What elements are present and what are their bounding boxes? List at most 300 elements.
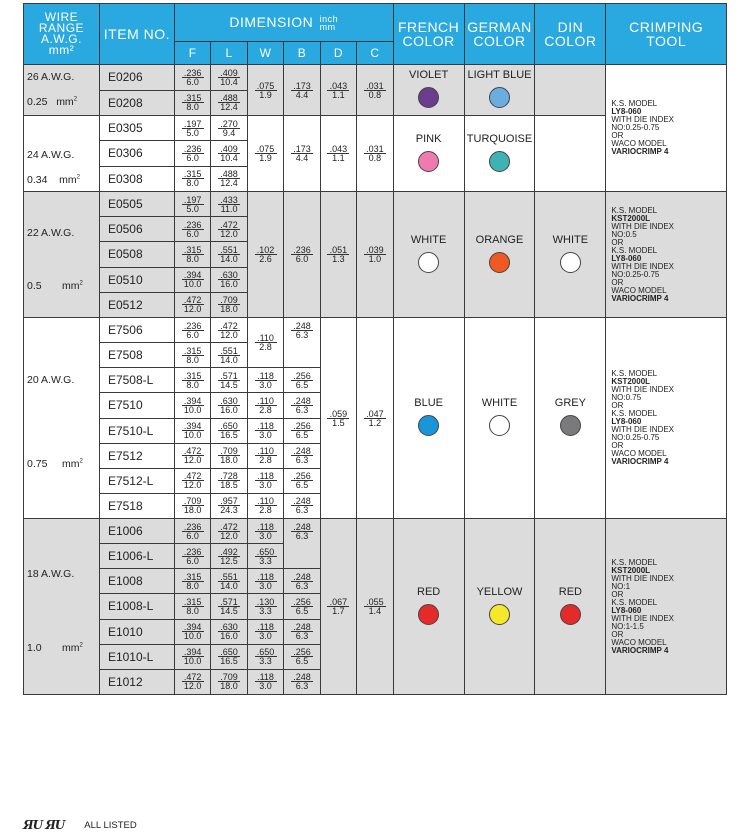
dimension-value — [247, 393, 283, 418]
dim-inch: .055 — [364, 598, 386, 607]
header-french-color: FRENCH COLOR — [393, 4, 464, 65]
dim-inch: .728 — [218, 472, 240, 481]
dim-inch: .236 — [291, 246, 313, 255]
color-cell — [535, 318, 606, 519]
item-number: E7510-L — [99, 418, 174, 443]
color-name: YELLOW — [476, 585, 523, 598]
dimension-value — [247, 368, 283, 393]
tool-text: NO:0.5 — [611, 229, 637, 239]
crimping-tool-cell — [606, 192, 727, 318]
dimension-value — [174, 90, 210, 116]
dim-inch: .248 — [291, 523, 313, 532]
dim-mm: 3.0 — [259, 379, 272, 390]
tool-model-name: LY8-060 — [611, 107, 642, 116]
dim-mm: 8.0 — [186, 102, 199, 113]
item-number: E7506 — [99, 318, 174, 343]
dim-inch: .315 — [182, 94, 204, 103]
dimension-value — [357, 65, 394, 116]
dim-inch: .173 — [291, 82, 313, 91]
dim-mm: 12.4 — [220, 102, 238, 113]
color-swatch — [418, 87, 439, 108]
dim-mm: 2.8 — [259, 455, 272, 466]
dim-mm: 6.0 — [186, 555, 199, 566]
dim-inch: .650 — [218, 422, 240, 431]
dim-inch: .394 — [182, 397, 204, 406]
color-swatch — [560, 604, 581, 625]
header-wire-range: WIRE RANGE A.W.G. mm² — [24, 4, 100, 65]
dim-mm: 8.0 — [186, 253, 199, 264]
dim-mm: 6.5 — [295, 480, 309, 491]
dimension-value — [211, 116, 247, 141]
dim-mm: 8.0 — [186, 178, 199, 189]
awg-value: 18 A.W.G. — [27, 568, 75, 580]
header-crimping-tool: CRIMPING TOOL — [606, 4, 727, 65]
dimension-value — [211, 468, 247, 493]
item-number: E1006-L — [99, 544, 174, 569]
tool-text: WITH DIE INDEX — [611, 573, 675, 583]
mm2-value: 1.0 $mm^2$ — [27, 641, 83, 654]
dim-mm: 6.0 — [186, 152, 199, 163]
color-name: WHITE — [410, 233, 447, 246]
dim-mm: 6.5 — [295, 656, 309, 667]
dim-inch: .236 — [182, 523, 204, 532]
dimension-value — [284, 468, 320, 493]
dimension-value — [211, 619, 247, 644]
dimension-value — [211, 343, 247, 368]
ferrule-spec-table — [23, 3, 727, 695]
dim-inch: .118 — [255, 573, 277, 582]
dimension-value — [284, 619, 320, 644]
dimension-value — [174, 418, 210, 443]
dimension-value — [320, 318, 356, 519]
dim-inch: .067 — [327, 598, 349, 607]
table-row — [24, 192, 727, 217]
dim-mm: 10.4 — [220, 152, 238, 163]
item-number: E0208 — [99, 90, 174, 116]
dim-mm: 4.4 — [295, 89, 309, 100]
color-swatch — [418, 604, 439, 625]
item-number: E7512 — [99, 443, 174, 468]
dim-mm: 18.0 — [220, 681, 238, 692]
tool-model-name: VARIOCRIMP 4 — [611, 645, 669, 655]
header-german-color: GERMAN COLOR — [464, 4, 535, 65]
tool-text: OR — [611, 277, 624, 287]
dim-mm: 6.3 — [295, 505, 309, 516]
dim-mm: 5.0 — [186, 203, 199, 214]
dim-inch: .118 — [255, 372, 277, 381]
dimension-value — [174, 569, 210, 594]
tool-text: WACO MODEL — [611, 637, 667, 647]
dim-inch: .630 — [218, 271, 240, 280]
dimension-value — [320, 192, 356, 318]
dim-inch: .551 — [218, 347, 240, 356]
dim-inch: .315 — [182, 598, 204, 607]
tool-text: K.S. MODEL — [611, 597, 658, 607]
dimension-value — [211, 267, 247, 292]
dimension-value — [174, 217, 210, 242]
item-number: E1006 — [99, 519, 174, 544]
dim-inch: .173 — [291, 145, 313, 154]
dim-inch: .197 — [182, 196, 204, 205]
table-row — [24, 519, 727, 544]
dim-inch: .315 — [182, 372, 204, 381]
dim-inch: .394 — [182, 648, 204, 657]
header-dim-d: D — [320, 42, 356, 65]
dim-mm: 1.2 — [368, 417, 382, 428]
dim-mm: 6.0 — [186, 329, 199, 340]
dimension-value — [174, 242, 210, 267]
mm2-value: 0.5 $mm^2$ — [27, 279, 83, 292]
dimension-value — [174, 65, 210, 91]
dim-mm: 12.0 — [183, 681, 202, 692]
dimension-value — [284, 493, 320, 518]
dimension-value — [247, 192, 283, 318]
dimension-value — [247, 644, 283, 669]
dim-mm: 18.5 — [220, 480, 238, 491]
color-swatch — [489, 151, 510, 172]
dimension-value — [174, 192, 210, 217]
ul-logo-icon: ЯU ЯU — [23, 818, 65, 832]
dimension-value — [211, 65, 247, 91]
dimension-value — [284, 669, 320, 694]
dim-inch: .118 — [255, 673, 277, 682]
color-name: RED — [417, 585, 441, 598]
dimension-value — [247, 116, 283, 192]
tool-text: K.S. MODEL — [611, 205, 658, 215]
tool-text: WACO MODEL — [611, 285, 667, 295]
dim-mm: 1.4 — [368, 606, 382, 616]
dim-inch: .236 — [182, 221, 204, 230]
dimension-value — [174, 669, 210, 694]
dim-mm: 12.4 — [220, 178, 238, 189]
header-dim-l: L — [211, 42, 247, 65]
dimension-value — [320, 65, 356, 116]
dimension-value — [211, 443, 247, 468]
dim-inch: .248 — [291, 623, 313, 632]
color-cell — [535, 192, 606, 318]
dim-inch: .236 — [182, 69, 204, 78]
dim-inch: .472 — [218, 322, 240, 331]
dim-mm: 10.4 — [220, 76, 238, 87]
tool-text: NO:0.75 — [611, 393, 642, 402]
color-swatch — [489, 604, 510, 625]
dim-inch: .075 — [255, 82, 277, 91]
dimension-value — [284, 418, 320, 443]
dimension-value — [247, 468, 283, 493]
dimension-value — [174, 318, 210, 343]
color-name: BLUE — [414, 397, 443, 409]
dim-inch: .630 — [218, 623, 240, 632]
color-cell — [393, 519, 464, 695]
dim-mm: 2.8 — [259, 505, 272, 516]
dim-mm: 1.9 — [259, 89, 272, 100]
color-name: VIOLET — [409, 69, 449, 81]
tool-text: OR — [611, 131, 624, 140]
dimension-value — [211, 141, 247, 166]
color-swatch — [560, 415, 581, 436]
header-dimension: DIMENSION inch mm — [174, 4, 393, 42]
dimension-value — [174, 519, 210, 544]
dim-mm: 12.0 — [220, 329, 238, 340]
dim-inch: .248 — [291, 322, 313, 331]
dim-inch: .031 — [364, 82, 386, 91]
awg-value: 26 A.W.G. — [27, 71, 75, 83]
tool-text: NO:0.25-0.75 — [611, 123, 660, 132]
tool-text: WITH DIE INDEX — [611, 221, 675, 231]
dim-mm: 6.0 — [295, 254, 309, 264]
color-cell — [535, 519, 606, 695]
dim-mm: 6.0 — [186, 76, 199, 87]
dim-inch: .315 — [182, 170, 204, 179]
dimension-value — [174, 644, 210, 669]
dimension-value — [247, 318, 283, 368]
dimension-value — [211, 368, 247, 393]
dim-mm: 2.6 — [259, 254, 272, 264]
dimension-value — [174, 393, 210, 418]
dim-inch: .488 — [218, 170, 240, 179]
dim-inch: .043 — [327, 82, 349, 91]
dim-inch: .709 — [182, 497, 204, 506]
dim-inch: .047 — [364, 410, 386, 419]
dim-inch: .256 — [291, 422, 313, 431]
dim-mm: 6.3 — [295, 580, 309, 591]
dim-inch: .472 — [218, 221, 240, 230]
tool-text: OR — [611, 441, 624, 450]
dim-mm: 18.0 — [183, 505, 202, 516]
dim-mm: 14.5 — [220, 379, 238, 390]
dim-inch: .472 — [182, 296, 204, 305]
tool-text: NO:0.25-0.75 — [611, 433, 660, 442]
dim-mm: 3.3 — [259, 605, 272, 616]
item-number: E0506 — [99, 217, 174, 242]
dim-inch: .031 — [364, 145, 386, 154]
dim-mm: 1.9 — [259, 153, 272, 163]
dim-inch: .957 — [218, 497, 240, 506]
dim-mm: 16.5 — [220, 430, 238, 441]
spec-table-wrapper — [23, 3, 727, 695]
color-cell — [464, 318, 535, 519]
dim-mm: 5.0 — [186, 127, 199, 138]
tool-model-name: KST2000L — [611, 213, 651, 223]
dim-mm: 10.0 — [183, 430, 202, 441]
color-swatch — [418, 415, 439, 436]
tool-text: WITH DIE INDEX — [611, 385, 675, 394]
item-number: E7508-L — [99, 368, 174, 393]
tool-text: NO:1 — [611, 581, 631, 591]
dim-inch: .043 — [327, 145, 349, 154]
wire-range-cell — [24, 318, 100, 519]
dim-inch: .492 — [218, 548, 240, 557]
dim-inch: .472 — [182, 472, 204, 481]
dimension-value — [247, 65, 283, 116]
dim-inch: .197 — [182, 120, 204, 129]
dim-inch: .409 — [218, 145, 240, 154]
dimension-value — [211, 594, 247, 619]
color-cell — [393, 192, 464, 318]
dim-inch: .256 — [291, 598, 313, 607]
dimension-value — [284, 569, 320, 594]
dim-inch: .130 — [255, 598, 277, 607]
dimension-value — [174, 166, 210, 191]
dim-mm: 3.0 — [259, 681, 272, 692]
dimension-value — [211, 669, 247, 694]
dim-mm: 9.4 — [222, 127, 236, 138]
dimension-value — [247, 418, 283, 443]
dimension-value — [284, 644, 320, 669]
tool-text: K.S. MODEL — [611, 557, 658, 567]
color-cell — [535, 116, 606, 192]
dim-inch: .256 — [291, 472, 313, 481]
crimping-tool-cell — [606, 65, 727, 192]
dimension-value — [174, 267, 210, 292]
dim-mm: 12.0 — [220, 530, 238, 541]
dim-mm: 10.0 — [183, 656, 202, 667]
dim-mm: 6.0 — [186, 530, 199, 541]
dim-mm: 1.1 — [332, 89, 345, 100]
dim-inch: .270 — [218, 120, 240, 129]
tool-model-name: LY8-060 — [611, 605, 642, 615]
dim-mm: 0.8 — [368, 153, 382, 163]
dim-mm: 8.0 — [186, 354, 199, 365]
tool-model-name: VARIOCRIMP 4 — [611, 147, 669, 156]
dimension-value — [174, 343, 210, 368]
dim-inch: .650 — [218, 648, 240, 657]
dim-inch: .551 — [218, 246, 240, 255]
awg-value: 22 A.W.G. — [27, 227, 75, 239]
tool-text: K.S. MODEL — [611, 99, 658, 108]
crimping-tool-cell — [606, 318, 727, 519]
dim-mm: 10.0 — [183, 631, 202, 642]
dim-inch: .236 — [182, 322, 204, 331]
awg-value: 20 A.W.G. — [27, 374, 75, 386]
item-number: E1012 — [99, 669, 174, 694]
dim-mm: 8.0 — [186, 605, 199, 616]
dim-inch: .409 — [218, 69, 240, 78]
dim-mm: 1.0 — [368, 254, 382, 264]
dimension-value — [211, 493, 247, 518]
dimension-value — [211, 192, 247, 217]
color-name: TURQUOISE — [466, 132, 533, 145]
dim-inch: .571 — [218, 372, 240, 381]
dimension-value — [211, 418, 247, 443]
dim-inch: .039 — [364, 246, 386, 255]
dim-inch: .315 — [182, 246, 204, 255]
dimension-value — [357, 192, 394, 318]
tool-text: WACO MODEL — [611, 139, 667, 148]
tool-text: NO:1-1.5 — [611, 621, 644, 631]
dimension-value — [247, 594, 283, 619]
dim-mm: 3.0 — [259, 631, 272, 642]
tool-text: WITH DIE INDEX — [611, 613, 675, 623]
color-swatch — [489, 252, 510, 273]
dim-mm: 3.3 — [259, 656, 272, 667]
dim-mm: 1.5 — [332, 417, 345, 428]
color-cell — [464, 192, 535, 318]
dimension-value — [211, 90, 247, 116]
dimension-value — [211, 166, 247, 191]
dimension-value — [247, 519, 283, 544]
color-swatch — [418, 151, 439, 172]
item-number: E0305 — [99, 116, 174, 141]
tool-text: NO:0.25-0.75 — [611, 269, 660, 279]
color-name: WHITE — [552, 233, 589, 246]
dimension-value — [284, 519, 320, 569]
item-number: E0308 — [99, 166, 174, 191]
dim-mm: 18.0 — [220, 455, 238, 466]
dim-mm: 3.0 — [259, 580, 272, 591]
dimension-value — [174, 368, 210, 393]
dim-mm: 16.0 — [220, 631, 238, 642]
spec-table-body — [24, 65, 727, 695]
dim-mm: 8.0 — [186, 580, 199, 591]
dimension-value — [247, 544, 283, 569]
tool-model-name: KST2000L — [611, 565, 651, 575]
dim-inch: .315 — [182, 347, 204, 356]
header-din-color: DIN COLOR — [535, 4, 606, 65]
dimension-value — [211, 519, 247, 544]
dim-mm: 6.5 — [295, 379, 309, 390]
dim-mm: 11.0 — [220, 203, 238, 214]
dim-inch: .394 — [182, 623, 204, 632]
wire-range-cell — [24, 65, 100, 116]
dim-mm: 12.5 — [220, 555, 238, 566]
color-name: PINK — [415, 132, 442, 145]
dim-inch: .709 — [218, 296, 240, 305]
dim-inch: .709 — [218, 447, 240, 456]
header-dim-w: W — [247, 42, 283, 65]
mm2-value: 0.25 $mm^2$ — [27, 96, 78, 108]
crimping-tool-cell — [606, 519, 727, 695]
header-dim-c: C — [357, 42, 394, 65]
dimension-value — [284, 318, 320, 368]
dim-inch: .059 — [327, 410, 349, 419]
dim-inch: .110 — [255, 497, 277, 506]
dim-inch: .256 — [291, 372, 313, 381]
tool-text: WITH DIE INDEX — [611, 261, 675, 271]
table-row — [24, 318, 727, 343]
dimension-value — [211, 318, 247, 343]
dim-inch: .118 — [255, 523, 277, 532]
tool-text: K.S. MODEL — [611, 245, 658, 255]
dimension-value — [211, 544, 247, 569]
mm2-value: 0.34 $mm^2$ — [27, 174, 80, 186]
table-row — [24, 65, 727, 91]
tool-model-name: VARIOCRIMP 4 — [611, 457, 669, 466]
dimension-value — [247, 569, 283, 594]
dim-mm: 14.0 — [220, 354, 238, 365]
tool-model-name: VARIOCRIMP 4 — [611, 293, 669, 303]
dimension-value — [320, 116, 356, 192]
ul-listing — [23, 818, 137, 832]
dim-inch: .110 — [255, 397, 277, 406]
item-number: E7512-L — [99, 468, 174, 493]
dimension-value — [284, 368, 320, 393]
dimension-value — [211, 242, 247, 267]
dim-mm: 16.0 — [220, 279, 238, 290]
dim-mm: 4.4 — [295, 153, 309, 163]
dim-mm: 3.3 — [259, 555, 272, 566]
item-number: E7510 — [99, 393, 174, 418]
dimension-value — [284, 594, 320, 619]
dimension-value — [174, 116, 210, 141]
wire-range-cell — [24, 192, 100, 318]
dimension-value — [320, 519, 356, 695]
dimension-value — [174, 544, 210, 569]
dim-mm: 6.3 — [295, 531, 309, 541]
dim-inch: .102 — [255, 246, 277, 255]
dim-inch: .248 — [291, 573, 313, 582]
tool-text: OR — [611, 589, 624, 599]
